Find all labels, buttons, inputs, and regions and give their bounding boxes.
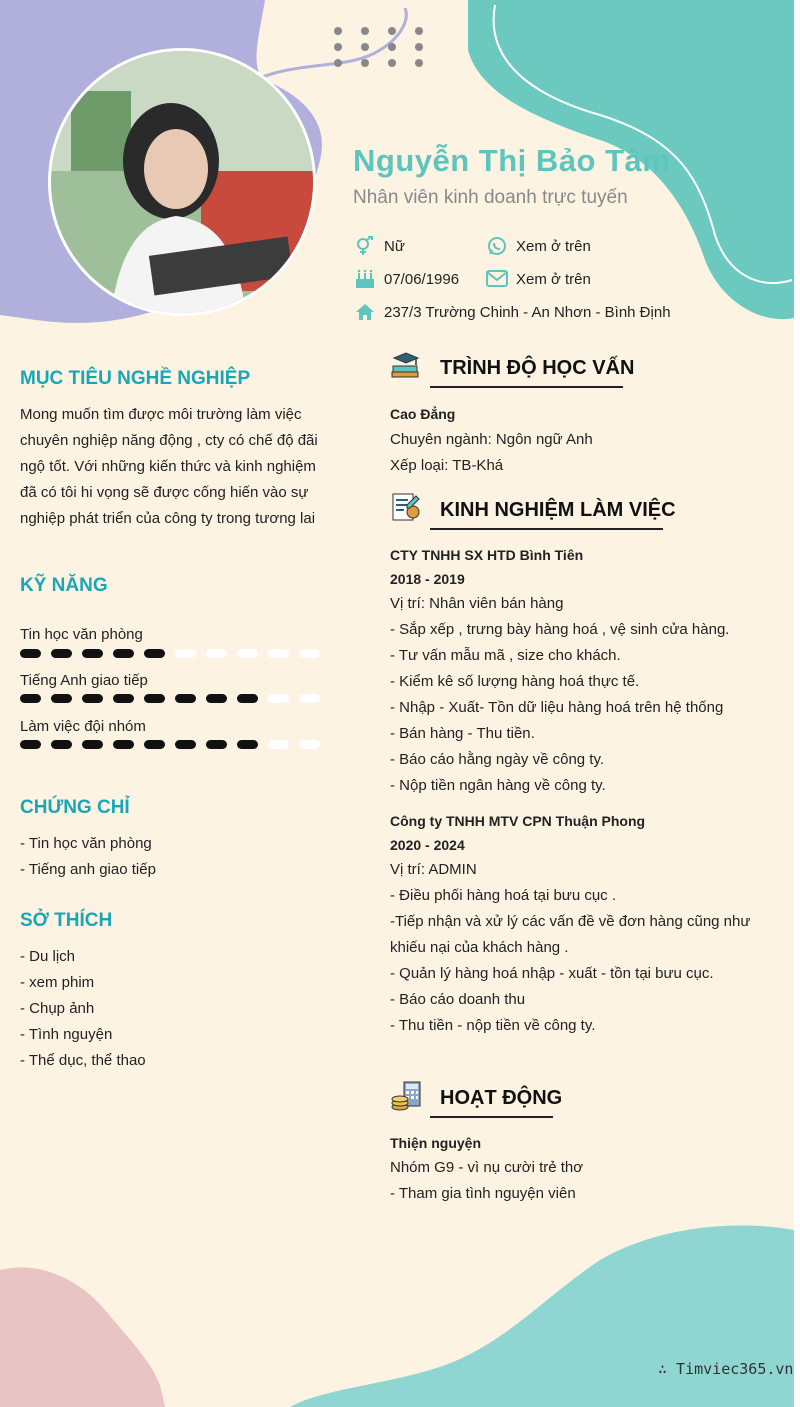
skill-rating bbox=[20, 740, 320, 752]
job-entry bbox=[390, 543, 760, 799]
skill-dot-empty bbox=[206, 649, 227, 658]
activity-detail: - Tham gia tình nguyện viên bbox=[390, 1185, 576, 1202]
job-entry bbox=[390, 809, 760, 1039]
activity-entry bbox=[390, 1131, 760, 1207]
job-task: - Kiểm kê số lượng hàng hoá thực tế. bbox=[390, 673, 640, 690]
hobby-item: - Du lịch bbox=[20, 948, 76, 965]
certificates-title: CHỨNG CHỈ bbox=[20, 797, 130, 818]
skills-title: KỸ NĂNG bbox=[20, 575, 108, 596]
job-task: - Quản lý hàng hoá nhập - xuất - tồn tại bưu cục. bbox=[390, 965, 714, 982]
objective-text bbox=[20, 402, 319, 532]
coins-calculator-icon bbox=[390, 1080, 422, 1112]
hobby-item: - Tình nguyện bbox=[20, 1026, 113, 1043]
skill-dot-filled bbox=[82, 649, 103, 658]
address-value: 237/3 Trường Chinh - An Nhơn - Bình Định bbox=[384, 303, 671, 321]
objective-line: Mong muốn tìm được môi trường làm việc bbox=[20, 406, 302, 423]
certificate-item: - Tiếng anh giao tiếp bbox=[20, 861, 156, 878]
skill-rating bbox=[20, 649, 320, 661]
whatsapp-icon bbox=[485, 234, 509, 258]
skill-dot-empty bbox=[268, 694, 289, 703]
education-title: TRÌNH ĐỘ HỌC VẤN bbox=[440, 357, 635, 379]
gender-icon bbox=[353, 234, 377, 258]
birthday-value: 07/06/1996 bbox=[384, 270, 460, 288]
job-years: 2018 - 2019 bbox=[390, 571, 465, 587]
email-value: Xem ở trên bbox=[516, 270, 591, 288]
skill-dot-filled bbox=[51, 694, 72, 703]
skill-dot-empty bbox=[175, 649, 196, 658]
job-company: CTY TNHH SX HTD Bình Tiên bbox=[390, 547, 584, 563]
gender-value: Nữ bbox=[384, 237, 405, 255]
profile-photo bbox=[51, 51, 313, 313]
skill-dot-filled bbox=[20, 649, 41, 658]
email-row bbox=[485, 267, 591, 291]
skill-label: Tiếng Anh giao tiếp bbox=[20, 672, 148, 689]
hobby-item: - Chụp ảnh bbox=[20, 1000, 95, 1017]
objective-line: chuyên nghiệp năng động , cty có chế độ đãi bbox=[20, 432, 318, 449]
certificate-item: - Tin học văn phòng bbox=[20, 835, 152, 852]
skill-dot-filled bbox=[206, 694, 227, 703]
job-task: - Nhập - Xuất- Tồn dữ liệu hàng hoá trên hệ thống bbox=[390, 699, 724, 716]
address-row bbox=[353, 300, 671, 324]
work-document-icon bbox=[390, 491, 422, 523]
activity-name: Thiện nguyện bbox=[390, 1135, 481, 1151]
skill-dot-filled bbox=[51, 649, 72, 658]
skill-dot-empty bbox=[237, 649, 258, 658]
job-task: -Tiếp nhận và xử lý các vấn đề về đơn hàng cũng như bbox=[390, 913, 751, 930]
skill-dot-filled bbox=[82, 694, 103, 703]
job-task: - Tư vấn mẫu mã , size cho khách. bbox=[390, 647, 621, 664]
graduation-books-icon bbox=[390, 350, 422, 382]
job-task: - Thu tiền - nộp tiền về công ty. bbox=[390, 1017, 596, 1034]
gender-row bbox=[353, 234, 405, 258]
experience-title: KINH NGHIỆM LÀM VIỆC bbox=[440, 499, 676, 521]
objective-line: đã có tôi hi vọng sẽ được cống hiến vào sự bbox=[20, 484, 309, 501]
skill-dot-filled bbox=[175, 740, 196, 749]
skill-dot-empty bbox=[268, 740, 289, 749]
envelope-icon bbox=[485, 267, 509, 291]
home-icon bbox=[353, 300, 377, 324]
objective-title: MỤC TIÊU NGHỀ NGHIỆP bbox=[20, 368, 251, 389]
skill-dot-empty bbox=[268, 649, 289, 658]
teal-blob-bottom bbox=[290, 1225, 794, 1407]
job-task: - Nộp tiền ngân hàng về công ty. bbox=[390, 777, 606, 794]
activities-title: HOẠT ĐỘNG bbox=[440, 1087, 563, 1109]
skill-dot-filled bbox=[144, 694, 165, 703]
job-task: - Báo cáo hằng ngày về công ty. bbox=[390, 751, 605, 768]
objective-line: nghiệp phát triển của công ty trong tương lai bbox=[20, 510, 316, 527]
birthday-row bbox=[353, 267, 459, 291]
skill-label: Làm việc đội nhóm bbox=[20, 718, 146, 735]
skill-dot-filled bbox=[20, 694, 41, 703]
activities-underline bbox=[430, 1116, 553, 1118]
job-position: Vị trí: Nhân viên bán hàng bbox=[390, 595, 564, 612]
education-degree: Cao Đẳng bbox=[390, 406, 456, 422]
skill-dot-filled bbox=[113, 649, 134, 658]
skill-dot-filled bbox=[237, 740, 258, 749]
job-task: - Báo cáo doanh thu bbox=[390, 991, 526, 1008]
skill-dot-filled bbox=[237, 694, 258, 703]
hobby-item: - Thể dục, thể thao bbox=[20, 1052, 146, 1069]
skill-dot-filled bbox=[206, 740, 227, 749]
skill-dot-empty bbox=[299, 740, 320, 749]
experience-underline bbox=[430, 528, 663, 530]
skill-dot-filled bbox=[113, 740, 134, 749]
activity-group: Nhóm G9 - vì nụ cười trẻ thơ bbox=[390, 1159, 584, 1176]
education-underline bbox=[430, 386, 623, 388]
hobbies-title: SỞ THÍCH bbox=[20, 910, 113, 931]
purple-line bbox=[255, 8, 406, 80]
phone-row bbox=[485, 234, 591, 258]
hobbies-list bbox=[20, 944, 319, 1074]
job-task: khiếu nại của khách hàng . bbox=[390, 939, 569, 956]
candidate-role: Nhân viên kinh doanh trực tuyến bbox=[353, 187, 628, 208]
objective-line: ngộ tốt. Với những kiến thức và kinh nghiệm bbox=[20, 458, 316, 475]
certificates-list bbox=[20, 831, 319, 883]
candidate-name: Nguyễn Thị Bảo Tâm bbox=[353, 143, 671, 178]
skill-dot-filled bbox=[51, 740, 72, 749]
skill-rating bbox=[20, 694, 320, 706]
skill-label: Tin học văn phòng bbox=[20, 626, 143, 643]
skill-dot-filled bbox=[144, 649, 165, 658]
phone-value: Xem ở trên bbox=[516, 237, 591, 255]
job-task: - Bán hàng - Thu tiền. bbox=[390, 725, 535, 742]
education-grade: Xếp loại: TB-Khá bbox=[390, 457, 504, 474]
skill-dot-empty bbox=[299, 694, 320, 703]
skill-dot-filled bbox=[20, 740, 41, 749]
education-body bbox=[390, 401, 760, 479]
pink-blob bbox=[0, 1267, 165, 1407]
skill-dot-filled bbox=[82, 740, 103, 749]
job-company: Công ty TNHH MTV CPN Thuận Phong bbox=[390, 813, 646, 829]
skill-dot-filled bbox=[175, 694, 196, 703]
job-task: - Điều phối hàng hoá tại bưu cục . bbox=[390, 887, 617, 904]
education-major: Chuyên ngành: Ngôn ngữ Anh bbox=[390, 431, 593, 448]
hobby-item: - xem phim bbox=[20, 974, 95, 991]
job-task: - Sắp xếp , trưng bày hàng hoá , vệ sinh cửa hàng. bbox=[390, 621, 730, 638]
skill-dot-empty bbox=[299, 649, 320, 658]
job-position: Vị trí: ADMIN bbox=[390, 861, 477, 878]
job-years: 2020 - 2024 bbox=[390, 837, 465, 853]
skill-dot-filled bbox=[144, 740, 165, 749]
birthday-cake-icon bbox=[353, 267, 377, 291]
skill-dot-filled bbox=[113, 694, 134, 703]
watermark-text: ∴ Timviec365.vn bbox=[658, 1360, 794, 1378]
